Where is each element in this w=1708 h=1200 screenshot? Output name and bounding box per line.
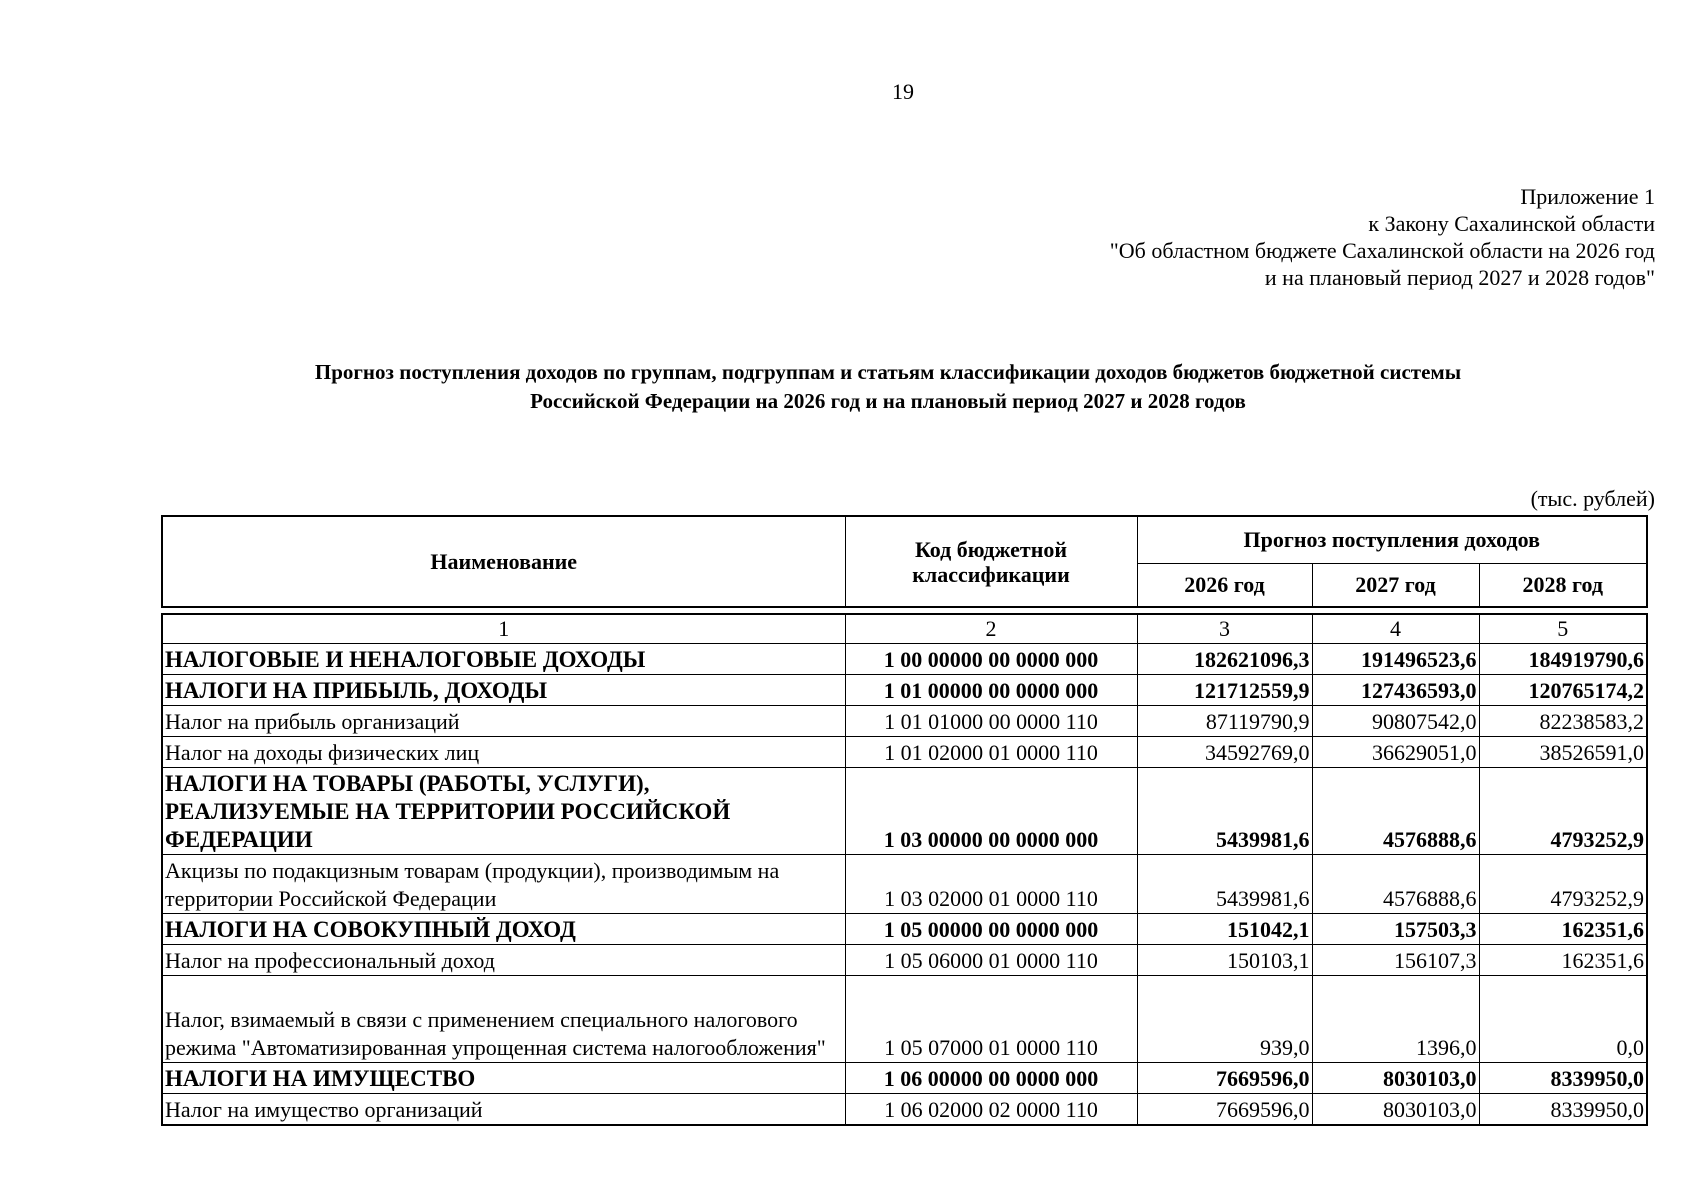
row-value-2028: 162351,6 xyxy=(1479,945,1647,976)
row-code: 1 06 00000 00 0000 000 xyxy=(845,1063,1137,1094)
row-value-2028: 184919790,6 xyxy=(1479,644,1647,675)
header-year-2027: 2027 год xyxy=(1312,563,1479,607)
header-year-2028: 2028 год xyxy=(1479,563,1647,607)
row-name: НАЛОГОВЫЕ И НЕНАЛОГОВЫЕ ДОХОДЫ xyxy=(162,644,845,675)
column-number: 4 xyxy=(1312,614,1479,644)
row-value-2028: 8339950,0 xyxy=(1479,1063,1647,1094)
page-number: 19 xyxy=(892,79,914,104)
table-row xyxy=(162,675,1647,706)
row-value-2027: 8030103,0 xyxy=(1312,1063,1479,1094)
appendix-header xyxy=(1110,183,1655,291)
row-value-2028: 82238583,2 xyxy=(1479,706,1647,737)
row-value-2026: 182621096,3 xyxy=(1137,644,1312,675)
row-value-2028: 0,0 xyxy=(1479,976,1647,1063)
row-code: 1 01 01000 00 0000 110 xyxy=(845,706,1137,737)
table-header xyxy=(161,515,1648,608)
column-number: 5 xyxy=(1479,614,1647,644)
document-title xyxy=(160,358,1616,416)
row-code: 1 05 07000 01 0000 110 xyxy=(845,976,1137,1063)
table-row xyxy=(162,855,1647,914)
row-value-2027: 8030103,0 xyxy=(1312,1094,1479,1126)
row-value-2026: 5439981,6 xyxy=(1137,855,1312,914)
row-value-2027: 127436593,0 xyxy=(1312,675,1479,706)
table-row xyxy=(162,1063,1647,1094)
row-name: Налог на прибыль организаций xyxy=(162,706,845,737)
row-name: НАЛОГИ НА ИМУЩЕСТВО xyxy=(162,1063,845,1094)
header-name: Наименование xyxy=(162,516,845,607)
header-year-2026: 2026 год xyxy=(1137,563,1312,607)
row-code: 1 03 00000 00 0000 000 xyxy=(845,768,1137,855)
row-code: 1 06 02000 02 0000 110 xyxy=(845,1094,1137,1126)
title-line-2: Российской Федерации на 2026 год и на плановый период 2027 и 2028 годов xyxy=(530,389,1246,413)
row-value-2026: 7669596,0 xyxy=(1137,1063,1312,1094)
row-value-2027: 4576888,6 xyxy=(1312,855,1479,914)
row-value-2028: 8339950,0 xyxy=(1479,1094,1647,1126)
table-row xyxy=(162,644,1647,675)
row-value-2027: 36629051,0 xyxy=(1312,737,1479,768)
row-value-2028: 4793252,9 xyxy=(1479,768,1647,855)
row-value-2027: 90807542,0 xyxy=(1312,706,1479,737)
row-code: 1 05 06000 01 0000 110 xyxy=(845,945,1137,976)
row-value-2027: 4576888,6 xyxy=(1312,768,1479,855)
row-value-2027: 157503,3 xyxy=(1312,914,1479,945)
row-value-2026: 34592769,0 xyxy=(1137,737,1312,768)
row-value-2028: 162351,6 xyxy=(1479,914,1647,945)
row-value-2026: 87119790,9 xyxy=(1137,706,1312,737)
header-forecast: Прогноз поступления доходов xyxy=(1137,516,1647,563)
row-value-2027: 1396,0 xyxy=(1312,976,1479,1063)
header-code: Код бюджетной классификации xyxy=(845,516,1137,607)
table-row xyxy=(162,706,1647,737)
row-value-2028: 120765174,2 xyxy=(1479,675,1647,706)
row-name: Налог на имущество организаций xyxy=(162,1094,845,1126)
column-number: 2 xyxy=(845,614,1137,644)
row-value-2026: 150103,1 xyxy=(1137,945,1312,976)
row-code: 1 01 00000 00 0000 000 xyxy=(845,675,1137,706)
row-value-2027: 191496523,6 xyxy=(1312,644,1479,675)
appendix-line-1: Приложение 1 xyxy=(1520,184,1655,209)
title-line-1: Прогноз поступления доходов по группам, подгруппам и статьям классификации доходов бюджетов бюджетной системы xyxy=(314,360,1462,384)
row-name: НАЛОГИ НА ТОВАРЫ (РАБОТЫ, УСЛУГИ), РЕАЛИЗУЕМЫЕ НА ТЕРРИТОРИИ РОССИЙСКОЙ ФЕДЕРАЦИИ xyxy=(162,768,845,855)
row-value-2028: 4793252,9 xyxy=(1479,855,1647,914)
appendix-line-2: к Закону Сахалинской области xyxy=(1368,211,1655,236)
column-number: 3 xyxy=(1137,614,1312,644)
row-value-2026: 121712559,9 xyxy=(1137,675,1312,706)
column-number: 1 xyxy=(162,614,845,644)
column-numbers-row xyxy=(162,614,1647,644)
row-value-2026: 151042,1 xyxy=(1137,914,1312,945)
table-row xyxy=(162,737,1647,768)
table-row xyxy=(162,945,1647,976)
income-table xyxy=(161,613,1648,1126)
row-name: НАЛОГИ НА СОВОКУПНЫЙ ДОХОД xyxy=(162,914,845,945)
table-row xyxy=(162,976,1647,1063)
row-value-2026: 939,0 xyxy=(1137,976,1312,1063)
row-name: НАЛОГИ НА ПРИБЫЛЬ, ДОХОДЫ xyxy=(162,675,845,706)
row-value-2026: 5439981,6 xyxy=(1137,768,1312,855)
units-label: (тыс. рублей) xyxy=(1530,486,1655,511)
table-row xyxy=(162,1094,1647,1126)
row-value-2027: 156107,3 xyxy=(1312,945,1479,976)
row-code: 1 03 02000 01 0000 110 xyxy=(845,855,1137,914)
row-code: 1 00 00000 00 0000 000 xyxy=(845,644,1137,675)
row-name: Налог, взимаемый в связи с применением специального налогового режима "Автоматизированная упрощенная система налогообложения" xyxy=(162,976,845,1063)
row-code: 1 05 00000 00 0000 000 xyxy=(845,914,1137,945)
table-row xyxy=(162,914,1647,945)
appendix-line-4: и на плановый период 2027 и 2028 годов" xyxy=(1264,265,1655,290)
row-name: Налог на профессиональный доход xyxy=(162,945,845,976)
table-row xyxy=(162,768,1647,855)
row-value-2026: 7669596,0 xyxy=(1137,1094,1312,1126)
row-name: Налог на доходы физических лиц xyxy=(162,737,845,768)
row-name: Акцизы по подакцизным товарам (продукции), производимым на территории Российской Федерации xyxy=(162,855,845,914)
row-code: 1 01 02000 01 0000 110 xyxy=(845,737,1137,768)
appendix-line-3: "Об областном бюджете Сахалинской области на 2026 год xyxy=(1109,238,1655,263)
row-value-2028: 38526591,0 xyxy=(1479,737,1647,768)
